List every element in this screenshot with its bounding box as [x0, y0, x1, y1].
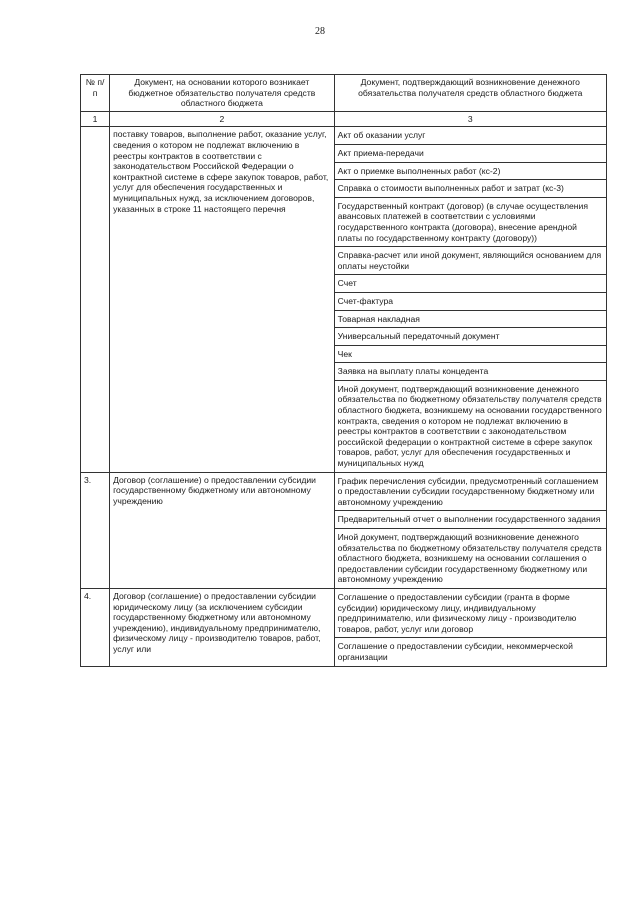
column-number-2: 2 — [110, 111, 335, 127]
row-documents — [334, 127, 606, 472]
document-item: Заявка на выплату платы концедента — [335, 363, 606, 381]
row-number: 3. — [81, 472, 110, 588]
column-number-1: 1 — [81, 111, 110, 127]
document-item: Справка о стоимости выполненных работ и затрат (кс-3) — [335, 180, 606, 198]
row-number: 4. — [81, 588, 110, 666]
document-item: Иной документ, подтверждающий возникновение денежного обязательства по бюджетному обязательству получателя средств областного бюджета, возникшему на основании государственного контракта, сведения о котором не подлежат включению в реестры контрактов в соответствии с законодательством российской федерации о контрактной системе в сфере закупок товаров, работ, услуг для обеспечения государственных и муниципальных нужд — [337, 383, 602, 469]
row-basis: Договор (соглашение) о предоставлении субсидии юридическому лицу (за исключением субсидии государственному бюджетному или автономному учреждению), индивидуальному предпринимателю, физическому лицу - производителю товаров, работ, услуг или — [110, 588, 335, 666]
document-item: Универсальный передаточный документ — [335, 328, 606, 346]
document-item: Товарная накладная — [335, 310, 606, 328]
document-item: Счет-фактура — [335, 292, 606, 310]
header-number: № п/п — [81, 75, 110, 112]
row-documents — [334, 472, 606, 588]
document-item: Акт об оказании услуг — [335, 127, 606, 144]
row-documents — [334, 588, 606, 666]
document-item: Счет — [335, 275, 606, 293]
table-row — [81, 588, 607, 666]
table-row — [81, 127, 607, 472]
document-item: График перечисления субсидии, предусмотренный соглашением о предоставлении субсидии государственному бюджетному или автономному учреждению — [335, 473, 606, 511]
document-item: Соглашение о предоставлении субсидии, некоммерческой организации — [337, 641, 573, 662]
document-item: Акт о приемке выполненных работ (кс-2) — [335, 162, 606, 180]
row-number — [81, 127, 110, 472]
row-basis: Договор (соглашение) о предоставлении субсидии государственному бюджетному или автономному учреждению — [110, 472, 335, 588]
header-confirming-document: Документ, подтверждающий возникновение денежного обязательства получателя средств областного бюджета — [334, 75, 606, 112]
document-item: Акт приема-передачи — [335, 144, 606, 162]
documents-table — [80, 74, 607, 667]
column-number-row — [81, 111, 607, 127]
document-item: Государственный контракт (договор) (в случае осуществления авансовых платежей в соответствии с условиями государственного контракта (договора), внесение арендной платы по государственному контракту (договору)) — [335, 197, 606, 246]
table-row — [81, 472, 607, 588]
document-item: Соглашение о предоставлении субсидии (гранта в форме субсидии) юридическому лицу, индивидуальному предпринимателю, или физическому лицу - производителю товаров, работ, услуг или договор — [335, 589, 606, 638]
row-basis: поставку товаров, выполнение работ, оказание услуг, сведения о котором не подлежат включению в реестры контрактов в соответствии с законодательством Российской Федерации о контрактной системе в сфере закупок товаров, работ, услуг для обеспечения государственных и муниципальных нужд, за исключением договоров, указанных в строке 11 настоящего перечня — [110, 127, 335, 472]
header-basis-document: Документ, на основании которого возникает бюджетное обязательство получателя средств областного бюджета — [110, 75, 335, 112]
document-item: Иной документ, подтверждающий возникновение денежного обязательства по бюджетному обязательству получателя средств областного бюджета, возникшему на основании соглашения о предоставлении субсидии государственному бюджетному или автономному учреждению — [337, 532, 602, 585]
header-row — [81, 75, 607, 112]
document-item: Предварительный отчет о выполнении государственного задания — [335, 511, 606, 529]
column-number-3: 3 — [334, 111, 606, 127]
document-item: Чек — [335, 345, 606, 363]
document-item: Справка-расчет или иной документ, являющийся основанием для оплаты неустойки — [335, 247, 606, 275]
page-number: 28 — [315, 26, 325, 37]
